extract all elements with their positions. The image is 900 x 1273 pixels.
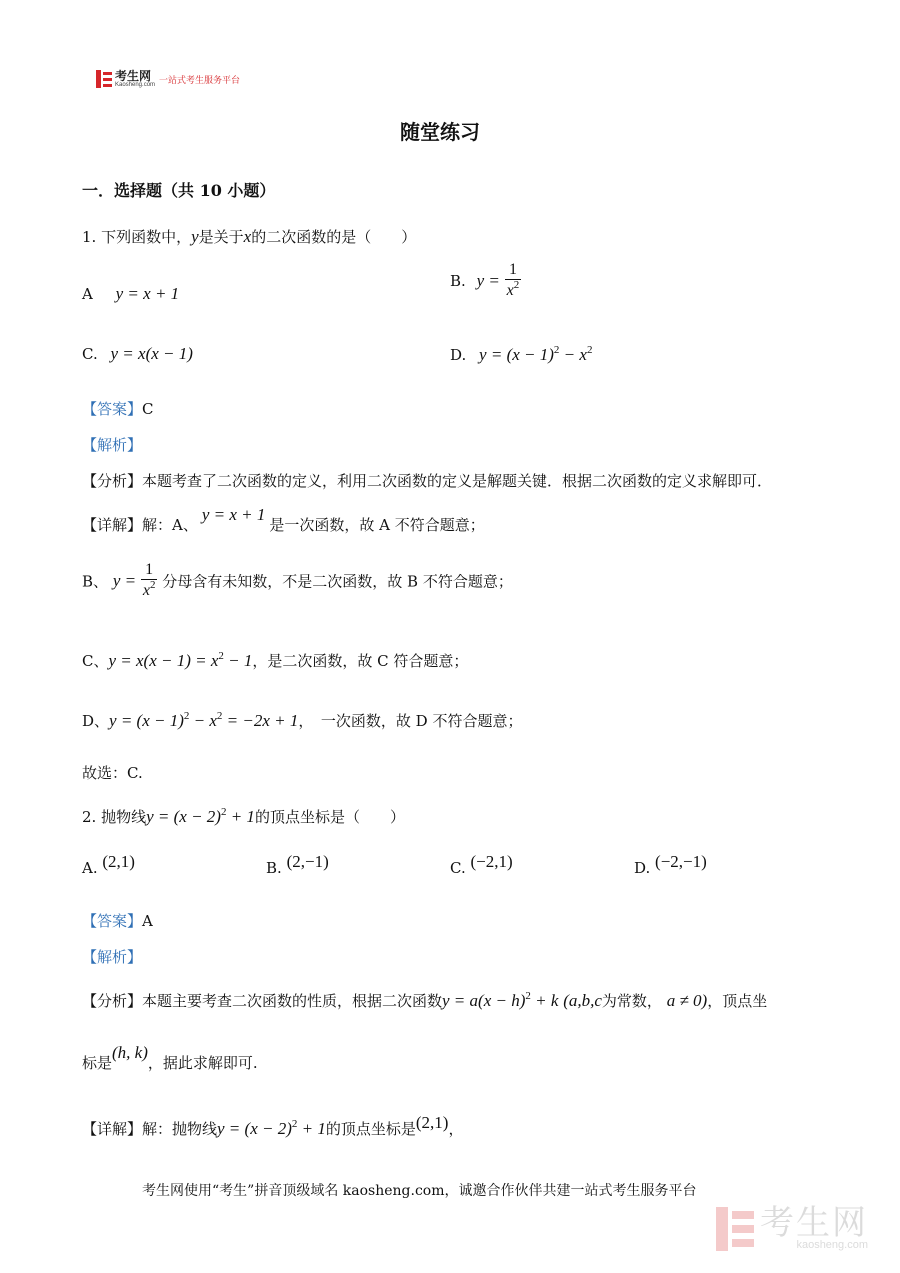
q1-option-d-math-a: y = (x − 1)	[479, 345, 554, 364]
q1-option-a-math: y = x + 1	[115, 284, 180, 303]
q2-option-c-math: (−2,1)	[470, 852, 513, 871]
header-logo	[96, 70, 240, 88]
q1-xj-suffix: 是一次函数，故 A 不符合题意；	[269, 516, 485, 534]
q2-fenxi-c: ，顶点坐	[707, 992, 768, 1010]
q1-c-math-a: y = x(x − 1) = x	[108, 651, 219, 670]
q2-fenxi-math-b: + k	[530, 991, 559, 1010]
q1-answer	[82, 398, 154, 419]
q1-xj-math: y = x + 1	[201, 505, 266, 524]
q1-option-a	[82, 284, 179, 304]
q2-xj-c: ，	[448, 1120, 464, 1138]
q1-conclusion: 故选：C.	[82, 764, 143, 782]
logo-url: Kaosheng.com	[115, 82, 156, 88]
q2-stem-math-b: + 1	[226, 807, 255, 826]
page-title: 随堂练习	[400, 120, 480, 144]
q1-b-num: 1	[145, 561, 154, 578]
q2-xj-b: 的顶点坐标是	[325, 1120, 416, 1138]
q2-xj-math-b: + 1	[297, 1119, 326, 1138]
q1-option-d-label: D.	[450, 346, 467, 364]
q1-d-suffix: ， 一次函数，故 D 不符合题意；	[298, 712, 523, 730]
q1-d-prefix: D、	[82, 712, 110, 730]
watermark-name: 考生网	[760, 1204, 868, 1242]
q1-analysis-tag: 【解析】	[82, 436, 143, 454]
q2-option-b-math: (2,−1)	[286, 852, 329, 871]
q1-c-math-b: − 1	[223, 651, 253, 670]
q1-b-den-exp: 2	[149, 578, 156, 591]
q2-xj-math-a: y = (x − 2)	[217, 1119, 292, 1138]
q1-stem	[82, 226, 416, 247]
q2-option-d-math: (−2,−1)	[655, 852, 707, 871]
q1-option-c-math: y = x(x − 1)	[110, 344, 193, 363]
q1-c-exp: 2	[218, 650, 224, 662]
footer-text: 考生网使用“考生”拼音顶级域名 kaosheng.com，诚邀合作伙伴共建一站式考生服务平台	[142, 1183, 697, 1199]
q1-b-fraction	[141, 562, 158, 600]
q1-c-suffix: ，是二次函数，故 C 符合题意；	[252, 652, 469, 670]
q2-xj-math-c: (2,1)	[415, 1113, 449, 1132]
q2-fenxi-a: 【分析】本题主要考查二次函数的性质，根据二次函数	[82, 992, 443, 1010]
q2-option-d-label: D.	[634, 859, 651, 877]
kaosheng-watermark-icon	[716, 1207, 754, 1251]
q2-stem-a: 2. 抛物线	[82, 808, 147, 826]
q2-option-a	[82, 852, 135, 878]
q1-option-b-fraction	[505, 262, 522, 300]
q2-option-d	[634, 852, 707, 878]
q1-xiangjie-b	[82, 562, 513, 600]
q2-stem-exp: 2	[220, 806, 227, 818]
kaosheng-logo-icon	[96, 70, 112, 88]
q1-c-prefix: C、	[82, 652, 109, 670]
q2-option-a-math: (2,1)	[102, 852, 135, 871]
q1-b-den: x	[142, 581, 150, 599]
q2-fenxi-line1	[82, 990, 767, 1011]
logo-slogan: 一站式考生服务平台	[159, 74, 241, 85]
q1-d-math-c: = −2x + 1	[222, 711, 299, 730]
q2-option-b	[266, 852, 329, 878]
q2-xj-exp: 2	[291, 1118, 298, 1130]
logo-name: 考生网	[115, 69, 152, 83]
q1-option-c	[82, 344, 193, 364]
q2-xiangjie	[82, 1113, 464, 1139]
q1-option-a-label: A	[82, 285, 93, 303]
q2-fenxi-math-c: (a,b,c	[563, 991, 602, 1010]
q2-xj-a: 【详解】解：抛物线	[82, 1120, 218, 1138]
q2-option-c-label: C.	[450, 859, 466, 877]
q1-fenxi: 【分析】本题考查了二次函数的定义，利用二次函数的定义是解题关键．根据二次函数的定义求解即可．	[82, 472, 773, 490]
section-heading: 一．选择题（共 10 小题）	[82, 181, 276, 200]
q1-stem-a: 1. 下列函数中，	[82, 228, 192, 246]
q1-d-exp1: 2	[183, 710, 190, 722]
q1-xiangjie-a	[82, 505, 485, 535]
q1-option-b-label: B.	[450, 271, 466, 290]
footer-watermark	[716, 1206, 868, 1251]
q1-var-x: x	[243, 227, 252, 246]
q1-option-d-exp2: 2	[586, 344, 593, 356]
q1-d-math-a: y = (x − 1)	[109, 711, 184, 730]
q2-analysis-tag: 【解析】	[82, 948, 143, 966]
q1-option-c-label: C.	[82, 345, 98, 363]
q2-option-c	[450, 852, 513, 878]
q1-answer-tag: 【答案】	[82, 400, 143, 418]
q2-fenxi-math-e: (h, k)	[112, 1043, 148, 1062]
q2-fenxi-exp: 2	[525, 990, 531, 1002]
q1-d-exp2: 2	[216, 710, 223, 722]
q2-fenxi-math-a: y = a(x − h)	[442, 991, 526, 1010]
q1-option-d-exp1: 2	[553, 344, 560, 356]
q2-stem-math-a: y = (x − 2)	[146, 807, 221, 826]
q2-fenxi-d: 标是	[82, 1054, 113, 1072]
q2-option-a-label: A.	[82, 859, 98, 877]
q1-answer-value: C	[142, 400, 154, 418]
q1-option-d	[450, 344, 592, 365]
q1-stem-b: 是关于	[198, 228, 244, 246]
q1-option-b-num: 1	[508, 261, 517, 278]
q2-answer-value: A	[142, 912, 153, 930]
q1-b-lhs: y =	[112, 570, 137, 590]
q1-var-y: y	[191, 227, 199, 246]
q2-answer-tag: 【答案】	[82, 912, 143, 930]
q1-option-b-lhs: y =	[476, 270, 500, 290]
q2-stem	[82, 806, 405, 827]
q1-stem-c: 的二次函数的是（ ）	[251, 228, 417, 246]
q2-answer	[82, 910, 153, 931]
q2-fenxi-line2	[82, 1043, 258, 1073]
q1-xiangjie-c	[82, 650, 468, 671]
q1-b-suffix: 分母含有未知数，不是二次函数，故 B 不符合题意；	[162, 572, 513, 591]
q2-fenxi-e: ，据此求解即可.	[147, 1054, 258, 1072]
q1-option-b-den: x	[506, 281, 514, 299]
q1-option-b	[450, 262, 521, 300]
q2-option-b-label: B.	[266, 859, 282, 877]
q1-option-d-math-b: − x	[559, 345, 587, 364]
q2-stem-b: 的顶点坐标是（ ）	[254, 808, 405, 826]
q1-d-math-b: − x	[189, 711, 217, 730]
q1-b-prefix: B、	[82, 572, 109, 591]
watermark-url: kaosheng.com	[796, 1239, 868, 1251]
q1-xiangjie-d	[82, 710, 522, 731]
q1-xj-prefix: 【详解】解：A、	[82, 516, 198, 534]
q2-fenxi-b: 为常数，	[601, 992, 662, 1010]
q2-fenxi-math-d: a ≠ 0)	[666, 991, 708, 1010]
q1-option-b-den-exp: 2	[513, 278, 520, 291]
